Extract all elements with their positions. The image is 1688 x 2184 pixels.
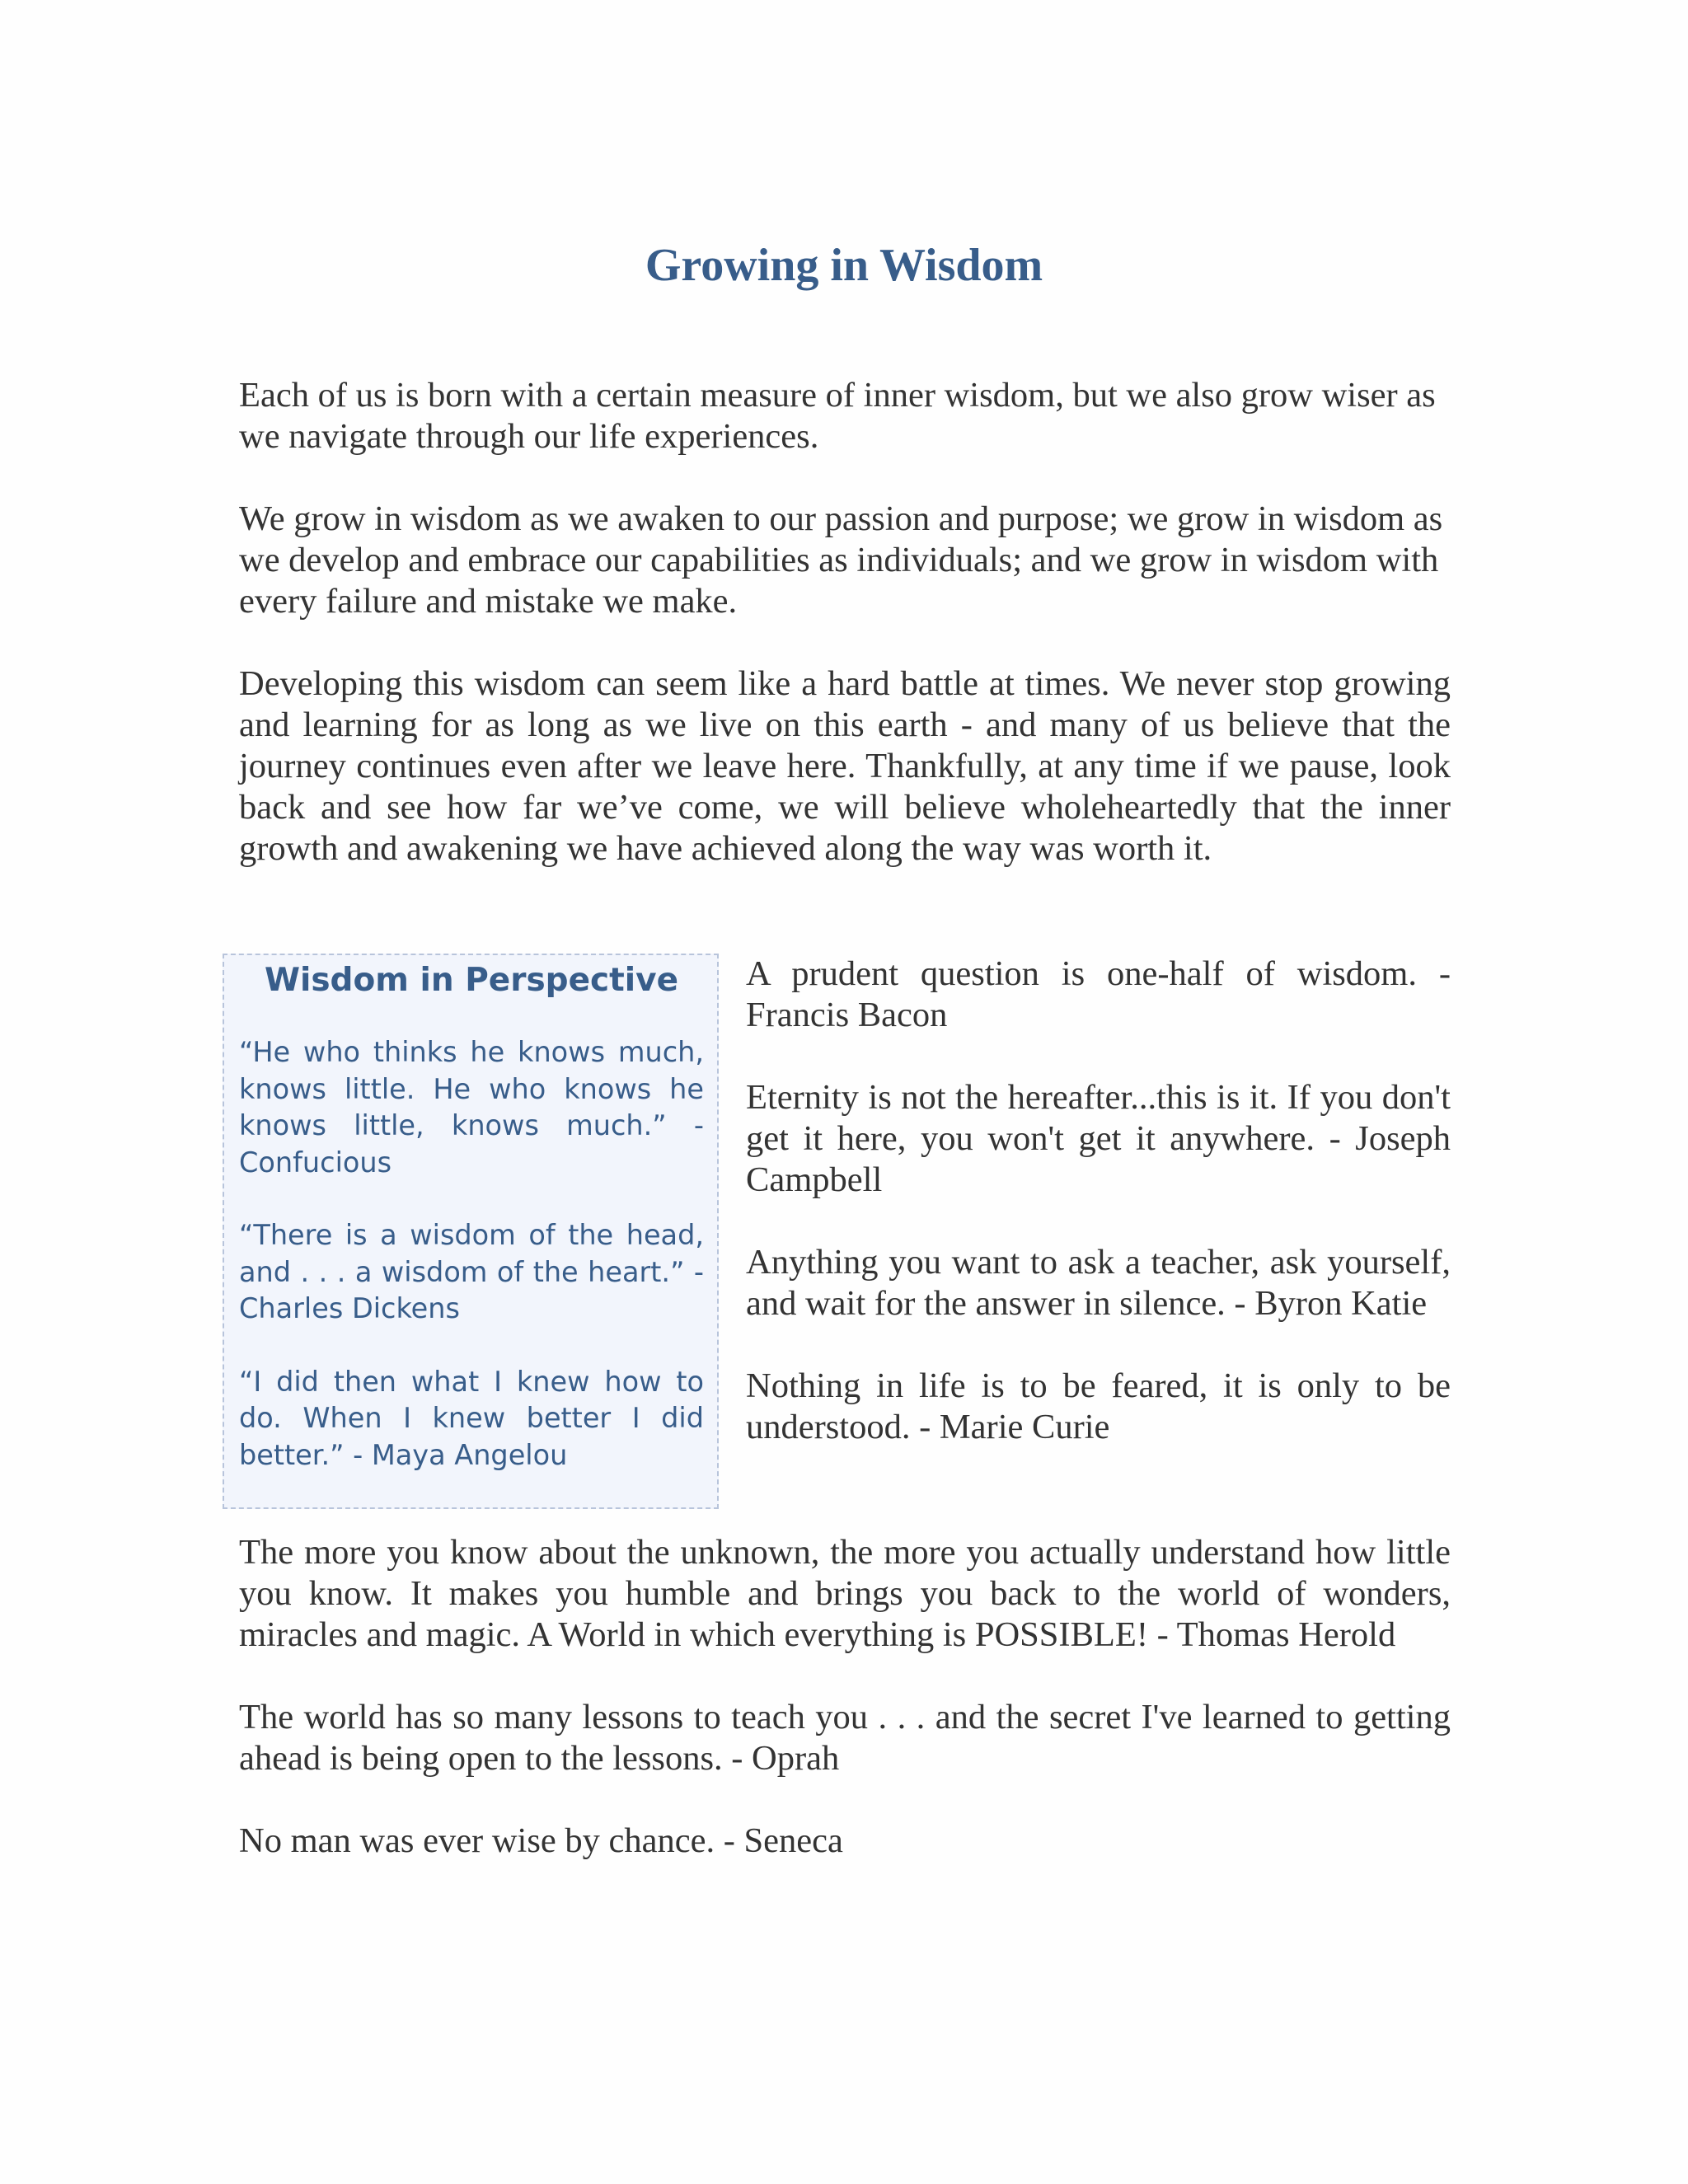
- intro-paragraph: We grow in wisdom as we awaken to our passion and purpose; we grow in wisdom as we develop and embrace our capabilities as individuals; and we grow in wisdom with every failure and mistake we make.: [239, 499, 1443, 621]
- page-title: Growing in Wisdom: [645, 240, 1043, 291]
- wisdom-sidebar-box: [223, 954, 719, 1509]
- intro-paragraph: Each of us is born with a certain measure of inner wisdom, but we also grow wiser as we navigate through our life experiences.: [239, 376, 1436, 456]
- quote-paragraph: Nothing in life is to be feared, it is only to be understood. - Marie Curie: [746, 1366, 1451, 1446]
- sidebar-heading: Wisdom in Perspective: [264, 962, 679, 999]
- sidebar-quote: “There is a wisdom of the head, and . . . a wisdom of the heart.” - Charles Dickens: [239, 1219, 704, 1324]
- bottom-quotes-section: [239, 1532, 1451, 1903]
- quote-paragraph: The more you know about the unknown, the more you actually understand how little you know. It makes you humble and brings you back to the world of wonders, miracles and magic. A World in which everything is POSSIBLE! - Thomas Herold: [239, 1533, 1451, 1654]
- quote-paragraph: The world has so many lessons to teach you . . . and the secret I've learned to getting ahead is being open to the lessons. - Oprah: [239, 1698, 1451, 1778]
- quote-paragraph: A prudent question is one-half of wisdom. - Francis Bacon: [746, 954, 1451, 1034]
- quote-paragraph: No man was ever wise by chance. - Seneca: [239, 1821, 843, 1860]
- sidebar-quote: “I did then what I knew how to do. When I knew better I did better.” - Maya Angelou: [239, 1365, 704, 1471]
- intro-paragraph: Developing this wisdom can seem like a hard battle at times. We never stop growing and learning for as long as we live on this earth - and many of us believe that the journey continues even after we leave here. Thankfully, at any time if we pause, look back and see how far we’ve come, we will believe wholeheartedly that the inner growth and awakening we have achieved along the way was worth it.: [239, 664, 1451, 868]
- intro-section: [239, 375, 1451, 911]
- quote-paragraph: Anything you want to ask a teacher, ask yourself, and wait for the answer in silence. - Byron Katie: [746, 1243, 1451, 1323]
- right-quotes-column: [746, 954, 1451, 1489]
- sidebar-quote: “He who thinks he knows much, knows little. He who knows he knows little, knows much.” - Confucious: [239, 1036, 704, 1179]
- quote-paragraph: Eternity is not the hereafter...this is it. If you don't get it here, you won't get it anywhere. - Joseph Campbell: [746, 1078, 1451, 1199]
